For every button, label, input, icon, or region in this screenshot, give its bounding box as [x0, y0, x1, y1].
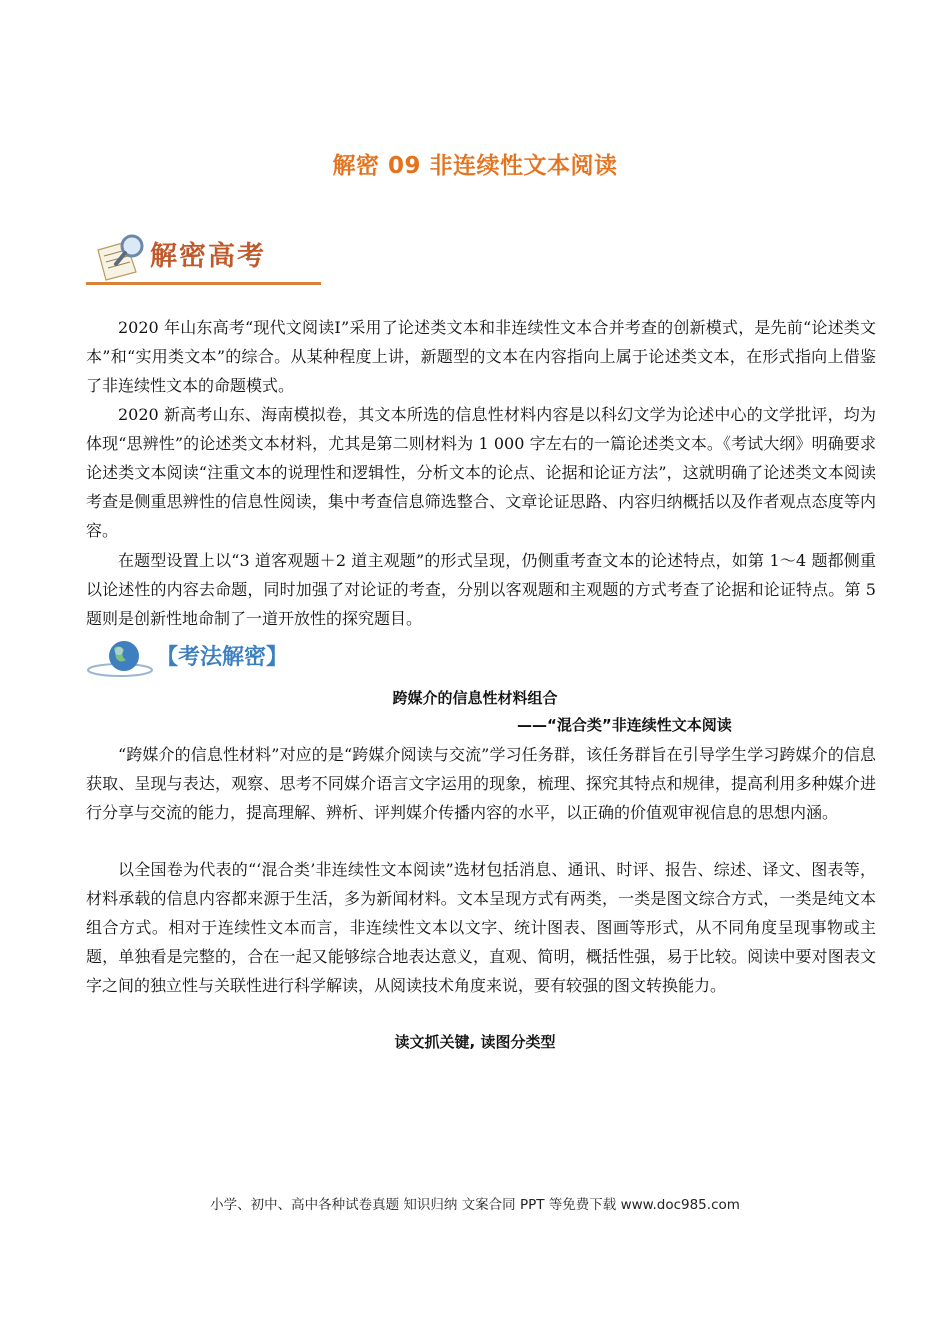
- page-title: 解密 09 非连续性文本阅读: [332, 153, 618, 179]
- banner-title: 【考法解密】: [156, 645, 289, 670]
- magnifier-document-icon: [92, 232, 150, 282]
- paragraph: 2020 新高考山东、海南模拟卷，其文本所选的信息性材料内容是以科幻文学为论述中心的文学批评，均为体现“思辨性”的论述类文本材料，尤其是第二则材料为 1 000 字左右的一篇论述类文本。《考试大纲》明确要求论述类文本阅读“注重文本的说理性和逻辑性，分析文本的论点、论据和论证方法”，这就明确了论述类文本阅读考查是侧重思辨性的信息性阅读，集中考查信息筛选整合、文章论证思路、内容归纳概括以及作者观点态度等内容。: [86, 405, 876, 540]
- paragraph: 以全国卷为代表的“‘混合类’非连续性文本阅读”选材包括消息、通讯、时评、报告、综述、译文、图表等，材料承载的信息内容都来源于生活，多为新闻材料。文本呈现方式有两类，一类是图文综合方式，一类是纯文本组合方式。相对于连续性文本而言，非连续性文本以文字、统计图表、图画等形式，从不同角度呈现事物或主题，单独看是完整的，合在一起又能够综合地表达意义，直观、简明，概括性强，易于比较。阅读中要对图表文字之间的独立性与关联性进行科学解读，从阅读技术角度来说，要有较强的图文转换能力。: [86, 860, 876, 995]
- paragraph: “跨媒介的信息性材料”对应的是“跨媒介阅读与交流”学习任务群，该任务群旨在引导学生学习跨媒介的信息获取、呈现与表达，观察、思考不同媒介语言文字运用的现象，梳理、探究其特点和规律，提高利用多种媒介进行分享与交流的能力，提高理解、辨析、评判媒介传播内容的水平，以正确的价值观审视信息的思想内涵。: [86, 745, 876, 822]
- section-subheading: ——“混合类”非连续性文本阅读: [517, 716, 732, 734]
- closing-heading: 读文抓关键, 读图分类型: [394, 1033, 556, 1051]
- section-heading: 跨媒介的信息性材料组合: [392, 689, 558, 707]
- banner-title: 解密高考: [150, 241, 266, 272]
- page-footer: 小学、初中、高中各种试卷真题 知识归纳 文案合同 PPT 等免费下载 www.doc985.com: [210, 1197, 740, 1213]
- section-banner-kaofa-jiemi: [86, 634, 316, 680]
- banner-underline: [86, 282, 321, 285]
- section-banner-jiemi-gaokao: [86, 228, 321, 288]
- paragraph: 在题型设置上以“3 道客观题＋2 道主观题”的形式呈现，仍侧重考查文本的论述特点，如第 1～4 题都侧重以论述性的内容去命题，同时加强了对论证的考查，分别以客观题和主观题的方式考查了论据和论证特点。第 5 题则是创新性地命制了一道开放性的探究题目。: [86, 551, 876, 628]
- paragraph: 2020 年山东高考“现代文阅读Ⅰ”采用了论述类文本和非连续性文本合并考查的创新模式，是先前“论述类文本”和“实用类文本”的综合。从某种程度上讲，新题型的文本在内容指向上属于论述类文本，在形式指向上借鉴了非连续性文本的命题模式。: [86, 318, 876, 395]
